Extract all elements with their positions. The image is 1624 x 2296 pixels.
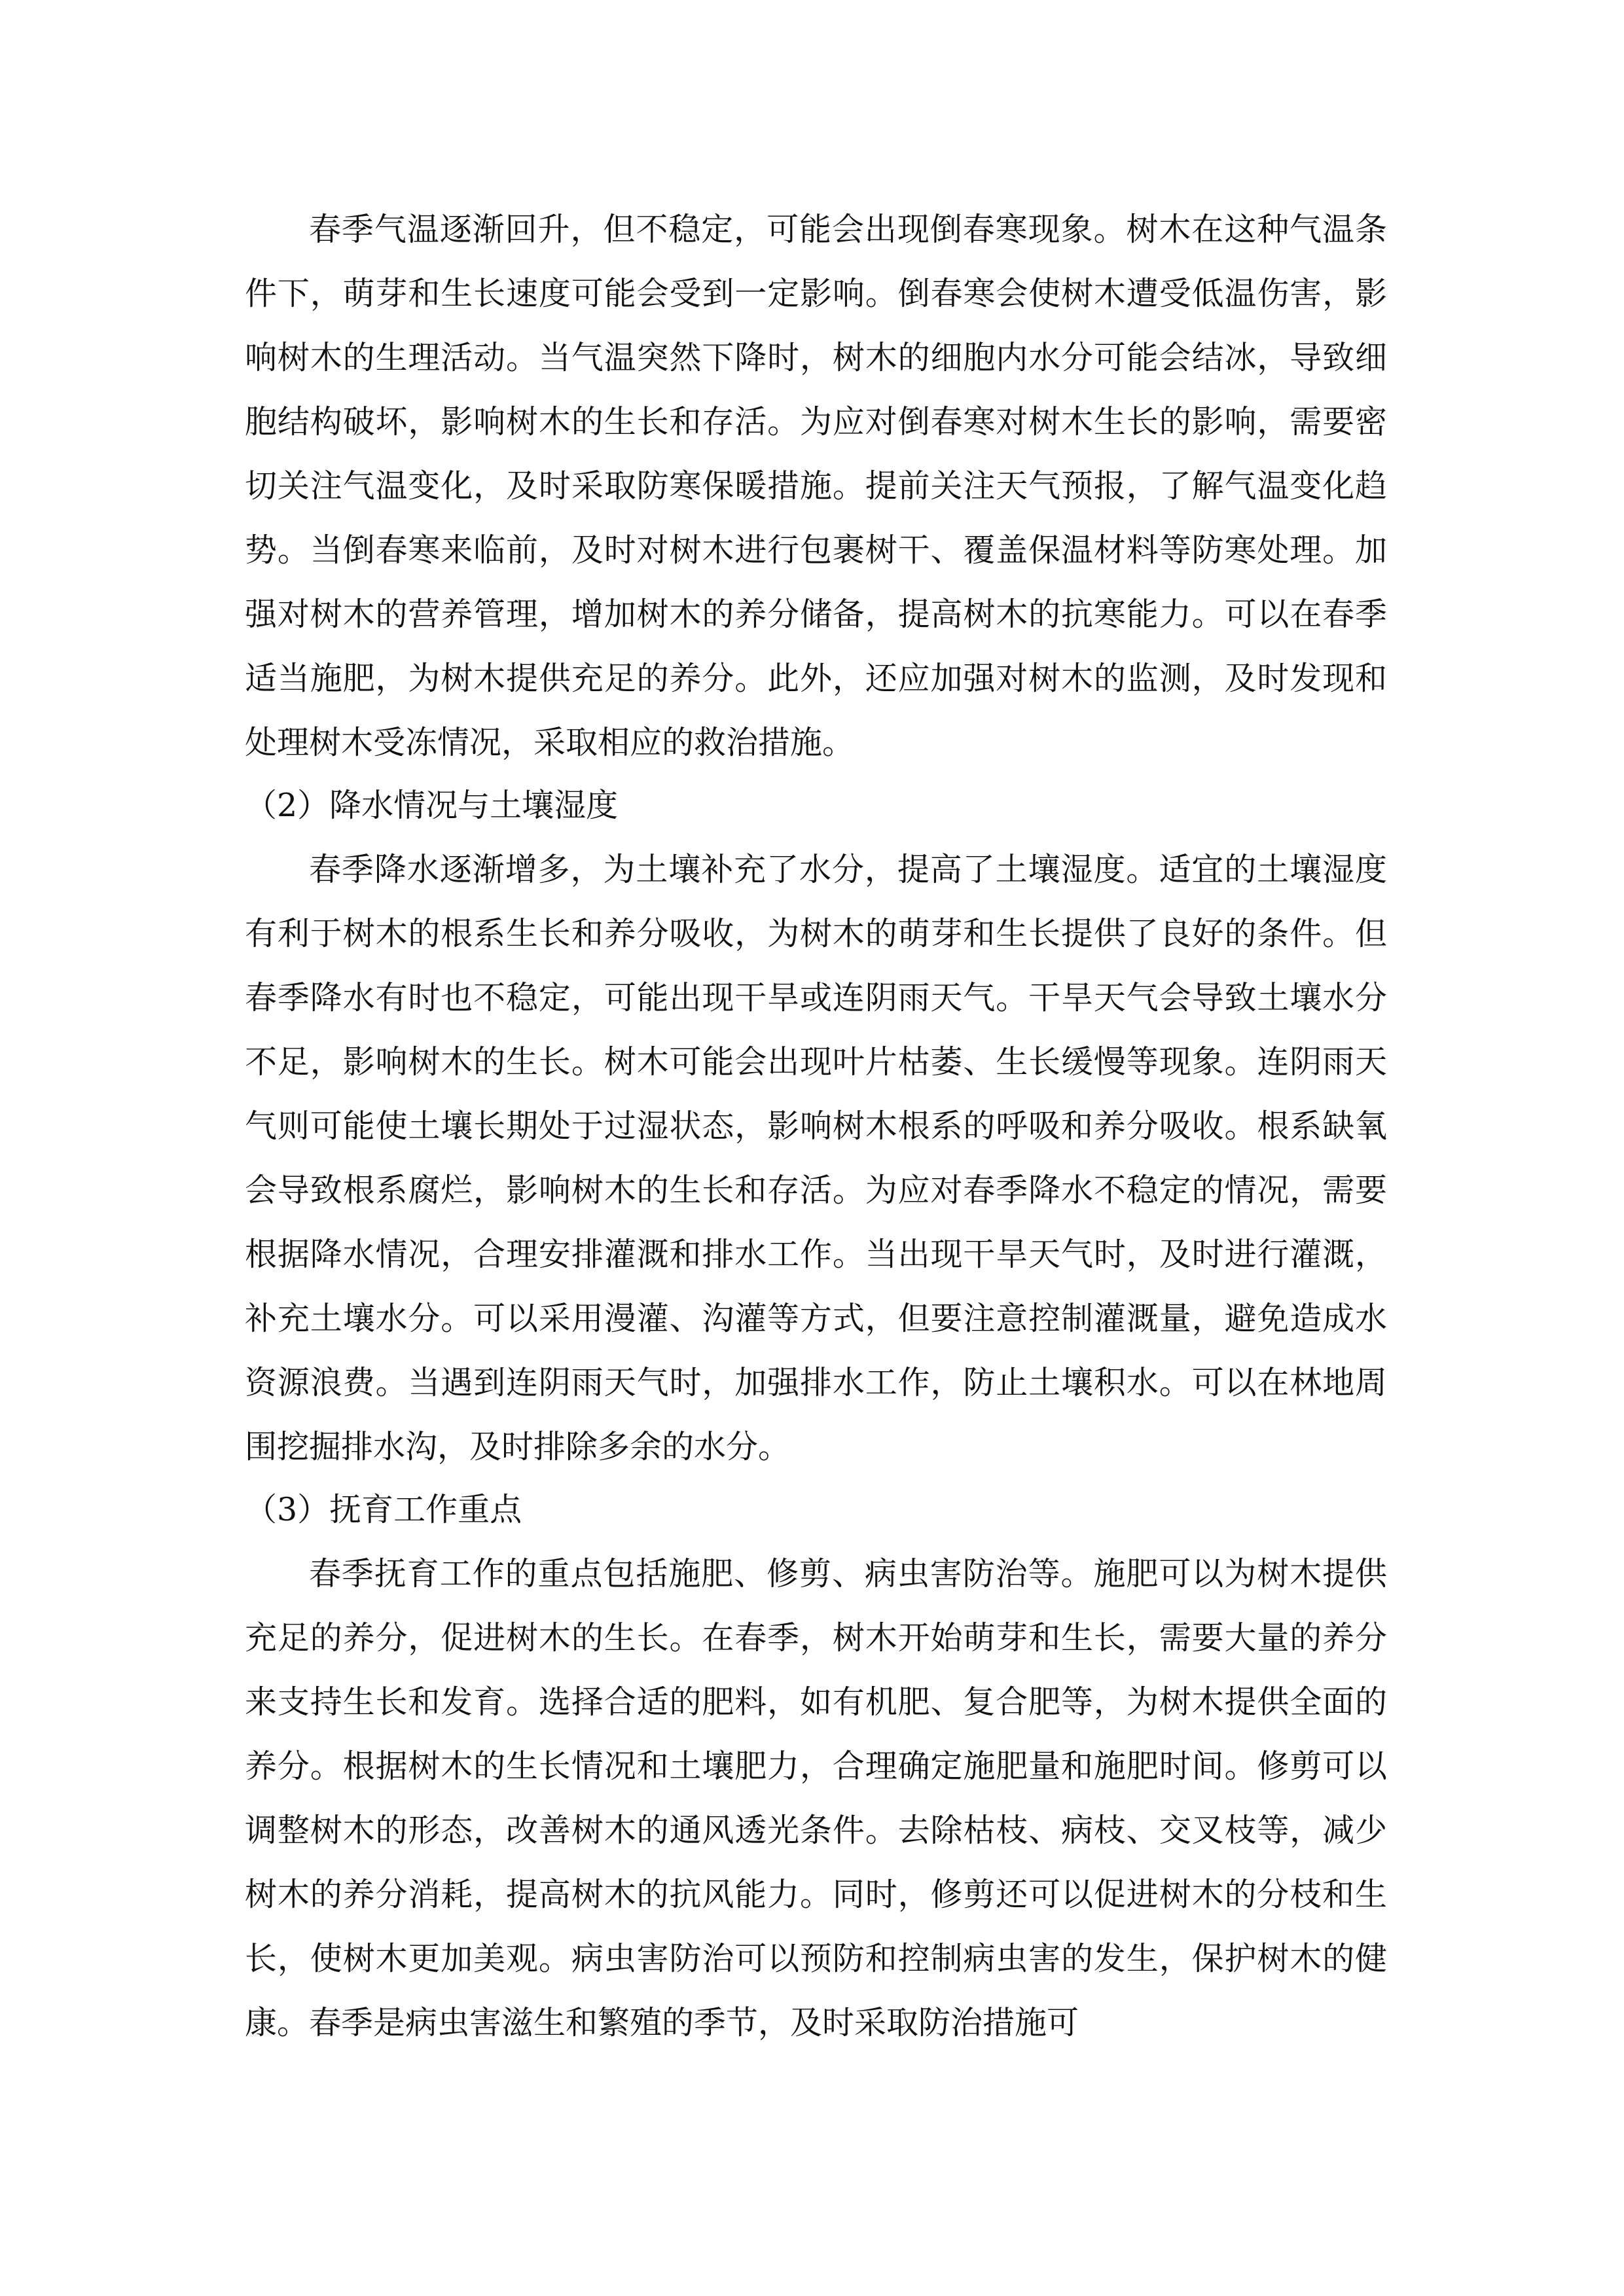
paragraph-block [245,838,1387,1479]
paragraph-block [245,198,1387,775]
paragraph-spring-temperature: 春季气温逐渐回升，但不稳定，可能会出现倒春寒现象。树木在这种气温条件下，萌芽和生长速度可能会受到一定影响。倒春寒会使树木遭受低温伤害，影响树木的生理活动。当气温突然下降时，树木的细胞内水分可能会结冰，导致细胞结构破坏，影响树木的生长和存活。为应对倒春寒对树木生长的影响，需要密切关注气温变化，及时采取防寒保暖措施。提前关注天气预报，了解气温变化趋势。当倒春寒来临前，及时对树木进行包裹树干、覆盖保温材料等防寒处理。加强对树木的营养管理，增加树木的养分储备，提高树木的抗寒能力。可以在春季适当施肥，为树木提供充足的养分。此外，还应加强对树木的监测，及时发现和处理树木受冻情况，采取相应的救治措施。 [245,211,1387,761]
section-heading-precipitation: （2）降水情况与土壤湿度 [245,787,619,824]
section-heading-block [245,774,1387,838]
paragraph-block [245,1542,1387,2055]
paragraph-precipitation: 春季降水逐渐增多，为土壤补充了水分，提高了土壤湿度。适宜的土壤湿度有利于树木的根系生长和养分吸收，为树木的萌芽和生长提供了良好的条件。但春季降水有时也不稳定，可能出现干旱或连阴雨天气。干旱天气会导致土壤水分不足，影响树木的生长。树木可能会出现叶片枯萎、生长缓慢等现象。连阴雨天气则可能使土壤长期处于过湿状态，影响树木根系的呼吸和养分吸收。根系缺氧会导致根系腐烂，影响树木的生长和存活。为应对春季降水不稳定的情况，需要根据降水情况，合理安排灌溉和排水工作。当出现干旱天气时，及时进行灌溉，补充土壤水分。可以采用漫灌、沟灌等方式，但要注意控制灌溉量，避免造成水资源浪费。当遇到连阴雨天气时，加强排水工作，防止土壤积水。可以在林地周围挖掘排水沟，及时排除多余的水分。 [245,851,1387,1465]
paragraph-tending-focus: 春季抚育工作的重点包括施肥、修剪、病虫害防治等。施肥可以为树木提供充足的养分，促进树木的生长。在春季，树木开始萌芽和生长，需要大量的养分来支持生长和发育。选择合适的肥料，如有机肥、复合肥等，为树木提供全面的养分。根据树木的生长情况和土壤肥力，合理确定施肥量和施肥时间。修剪可以调整树木的形态，改善树木的通风透光条件。去除枯枝、病枝、交叉枝等，减少树木的养分消耗，提高树木的抗风能力。同时，修剪还可以促进树木的分枝和生长，使树木更加美观。病虫害防治可以预防和控制病虫害的发生，保护树木的健康。春季是病虫害滋生和繁殖的季节，及时采取防治措施可 [245,1555,1387,2041]
section-heading-block [245,1478,1387,1542]
section-heading-tending-focus: （3）抚育工作重点 [245,1491,522,1528]
